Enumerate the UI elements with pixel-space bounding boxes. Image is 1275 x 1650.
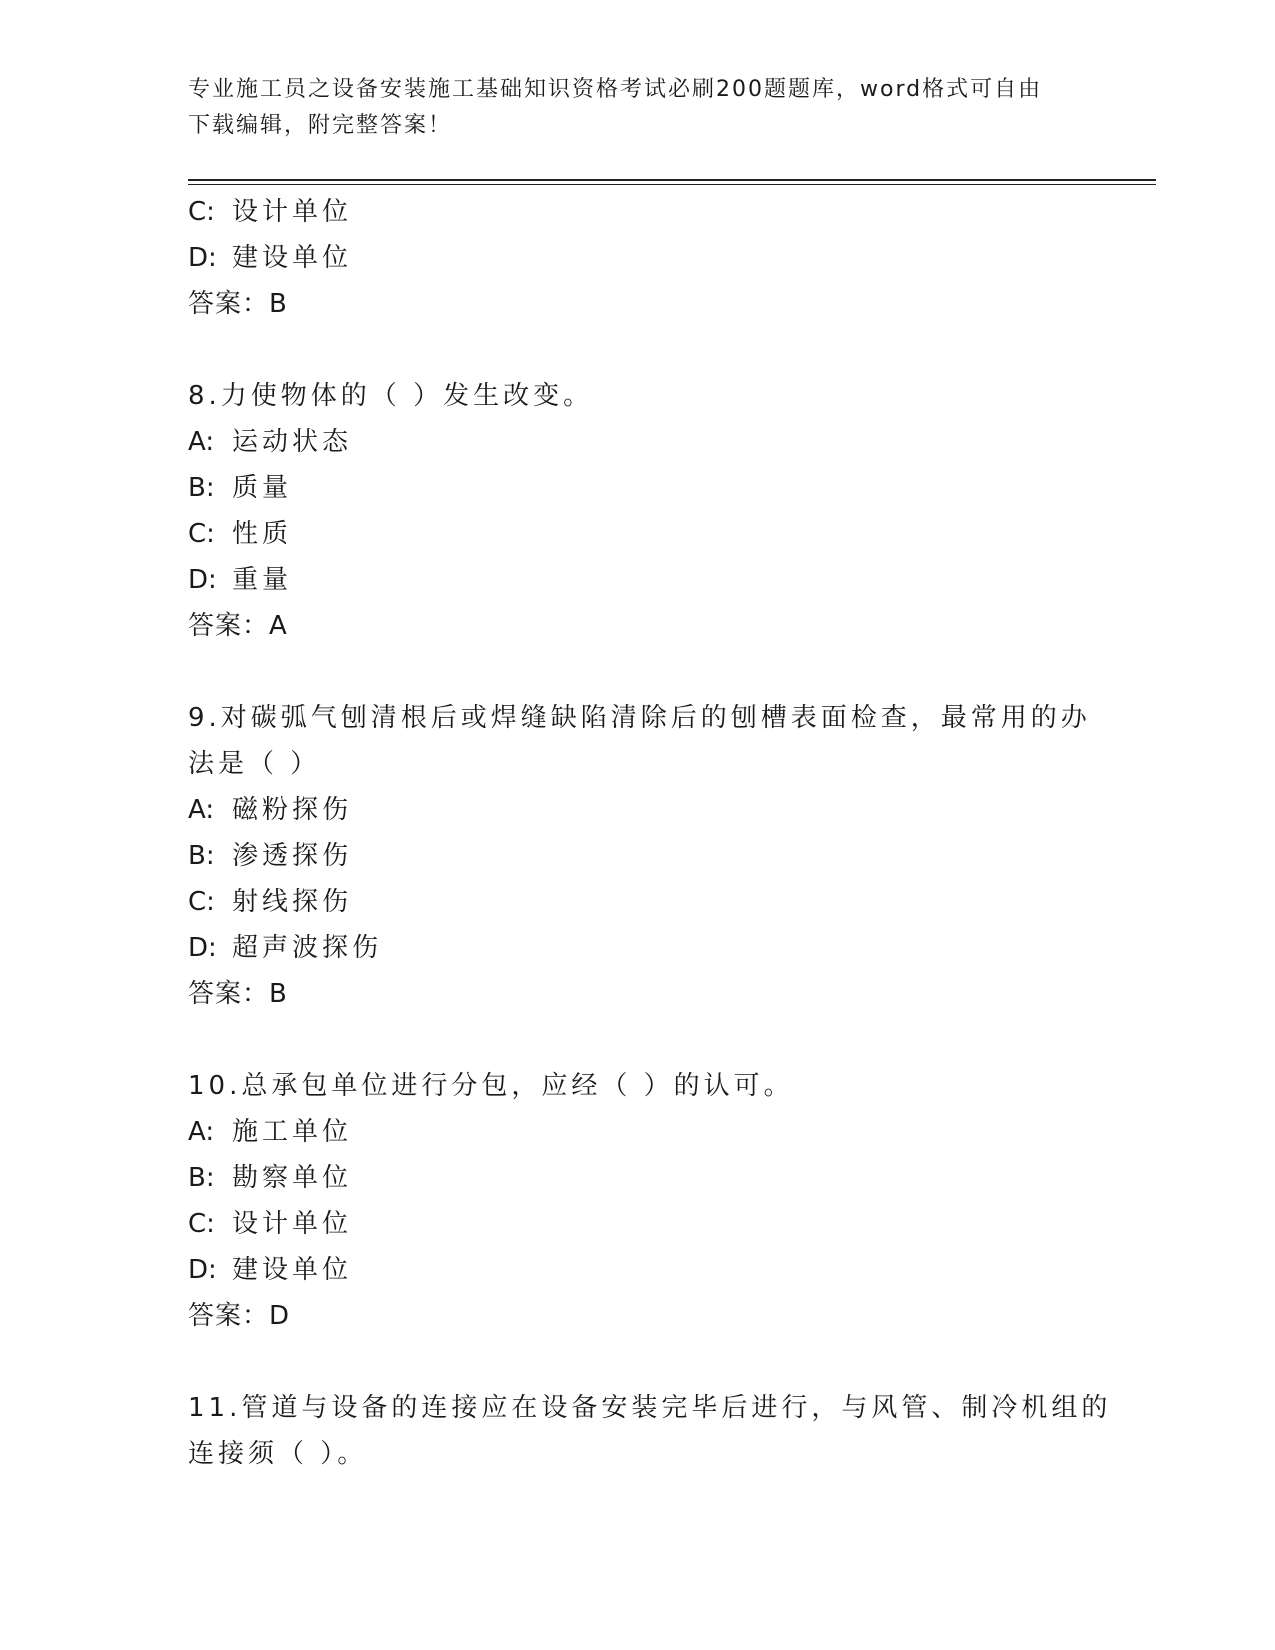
spacer [188, 327, 1088, 373]
question-stem-continued: 连接须（ ）。 [188, 1439, 368, 1469]
question-stem: 11.管道与设备的连接应在设备安装完毕后进行，与风管、制冷机组的 [188, 1393, 1112, 1423]
question-stem-continued: 法是（ ） [188, 749, 321, 779]
option-b: B: 质量 [188, 473, 293, 503]
option-b: B: 勘察单位 [188, 1163, 353, 1193]
option-c: C: 性质 [188, 519, 293, 549]
spacer [188, 649, 1088, 695]
option-c: C: 设计单位 [188, 197, 353, 227]
question-list [188, 189, 1112, 1477]
document-header [188, 72, 1088, 144]
option-d: D: 重量 [188, 565, 293, 595]
header-divider-thin [188, 184, 1156, 185]
option-a: A: 磁粉探伤 [188, 795, 353, 825]
question-block [188, 695, 1091, 1017]
spacer [188, 1339, 1088, 1385]
question-stem: 9.对碳弧气刨清根后或焊缝缺陷清除后的刨槽表面检查，最常用的办 [188, 703, 1091, 733]
question-tail [188, 189, 1088, 327]
header-line-2: 下载编辑，附完整答案！ [188, 113, 453, 138]
option-d: D: 建设单位 [188, 243, 353, 273]
header-line-1: 专业施工员之设备安装施工基础知识资格考试必刷200题题库，word格式可自由 [188, 77, 1043, 102]
question-block [188, 1385, 1112, 1477]
question-stem: 10.总承包单位进行分包，应经（ ）的认可。 [188, 1071, 794, 1101]
question-block [188, 1063, 1088, 1339]
header-divider-thick [188, 179, 1156, 181]
question-stem: 8.力使物体的（ ）发生改变。 [188, 381, 594, 411]
option-d: D: 建设单位 [188, 1255, 353, 1285]
spacer [188, 1017, 1088, 1063]
option-c: C: 设计单位 [188, 1209, 353, 1239]
option-c: C: 射线探伤 [188, 887, 353, 917]
option-a: A: 运动状态 [188, 427, 353, 457]
answer-line: 答案：B [188, 289, 288, 319]
option-d: D: 超声波探伤 [188, 933, 383, 963]
option-b: B: 渗透探伤 [188, 841, 353, 871]
answer-line: 答案：D [188, 1301, 291, 1331]
answer-line: 答案：B [188, 979, 288, 1009]
option-a: A: 施工单位 [188, 1117, 353, 1147]
question-block [188, 373, 1088, 649]
answer-line: 答案：A [188, 611, 288, 641]
